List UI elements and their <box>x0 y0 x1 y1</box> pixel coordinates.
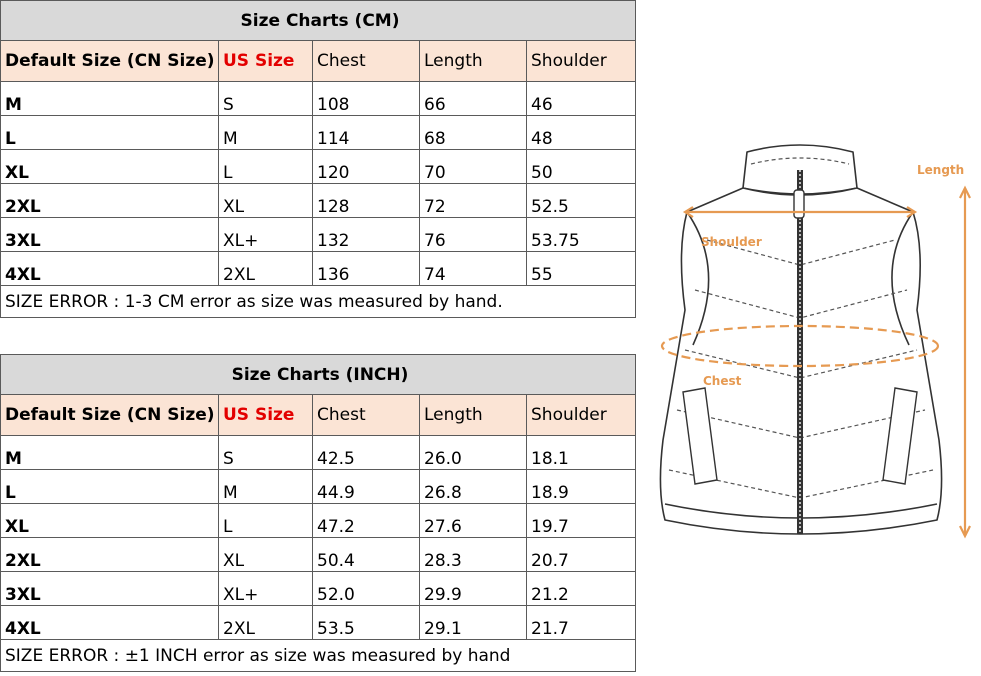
cn-size-cell: M <box>1 436 219 470</box>
chest-cell: 50.4 <box>313 538 420 572</box>
inch-header-chest: Chest <box>313 395 420 436</box>
table-row <box>1 116 636 150</box>
inch-chart-title: Size Charts (INCH) <box>1 355 636 395</box>
inch-title-row <box>1 355 636 395</box>
chest-cell: 132 <box>313 218 420 252</box>
chest-cell: 108 <box>313 82 420 116</box>
cn-size-cell: 4XL <box>1 252 219 286</box>
cn-size-cell: XL <box>1 504 219 538</box>
chest-cell: 136 <box>313 252 420 286</box>
shoulder-cell: 48 <box>527 116 636 150</box>
us-size-cell: S <box>219 436 313 470</box>
length-cell: 26.8 <box>420 470 527 504</box>
length-cell: 66 <box>420 82 527 116</box>
inch-header-shoulder: Shoulder <box>527 395 636 436</box>
length-cell: 70 <box>420 150 527 184</box>
shoulder-label: Shoulder <box>701 235 762 249</box>
shoulder-cell: 21.7 <box>527 606 636 640</box>
length-cell: 74 <box>420 252 527 286</box>
table-row <box>1 150 636 184</box>
length-cell: 76 <box>420 218 527 252</box>
chest-cell: 52.0 <box>313 572 420 606</box>
us-size-cell: 2XL <box>219 606 313 640</box>
inch-header-cn-size: Default Size (CN Size) <box>1 395 219 436</box>
shoulder-cell: 18.1 <box>527 436 636 470</box>
us-size-cell: S <box>219 82 313 116</box>
cm-chart-title: Size Charts (CM) <box>1 1 636 41</box>
shoulder-cell: 19.7 <box>527 504 636 538</box>
cm-header-row <box>1 41 636 82</box>
table-row <box>1 436 636 470</box>
chest-cell: 47.2 <box>313 504 420 538</box>
us-size-cell: L <box>219 150 313 184</box>
chest-cell: 42.5 <box>313 436 420 470</box>
cn-size-cell: XL <box>1 150 219 184</box>
cm-header-shoulder: Shoulder <box>527 41 636 82</box>
cn-size-cell: 2XL <box>1 184 219 218</box>
inch-size-error-note: SIZE ERROR : ±1 INCH error as size was measured by hand <box>1 640 636 672</box>
shoulder-cell: 52.5 <box>527 184 636 218</box>
cn-size-cell: 4XL <box>1 606 219 640</box>
table-row <box>1 538 636 572</box>
chest-cell: 114 <box>313 116 420 150</box>
shoulder-cell: 53.75 <box>527 218 636 252</box>
us-size-cell: XL+ <box>219 218 313 252</box>
shoulder-cell: 21.2 <box>527 572 636 606</box>
shoulder-cell: 46 <box>527 82 636 116</box>
length-cell: 68 <box>420 116 527 150</box>
length-cell: 26.0 <box>420 436 527 470</box>
cm-note-row <box>1 286 636 318</box>
length-cell: 29.1 <box>420 606 527 640</box>
length-cell: 28.3 <box>420 538 527 572</box>
inch-header-us-size: US Size <box>219 395 313 436</box>
length-cell: 27.6 <box>420 504 527 538</box>
inch-header-row <box>1 395 636 436</box>
chest-cell: 120 <box>313 150 420 184</box>
table-row <box>1 82 636 116</box>
shoulder-cell: 50 <box>527 150 636 184</box>
table-row <box>1 470 636 504</box>
us-size-cell: M <box>219 470 313 504</box>
us-size-cell: XL <box>219 538 313 572</box>
us-size-cell: XL <box>219 184 313 218</box>
chest-cell: 53.5 <box>313 606 420 640</box>
inch-header-length: Length <box>420 395 527 436</box>
us-size-cell: L <box>219 504 313 538</box>
cm-title-row <box>1 1 636 41</box>
cm-size-error-note: SIZE ERROR : 1-3 CM error as size was measured by hand. <box>1 286 636 318</box>
length-cell: 72 <box>420 184 527 218</box>
chest-label: Chest <box>703 374 742 388</box>
length-label: Length <box>917 163 965 177</box>
table-row <box>1 252 636 286</box>
cm-header-cn-size: Default Size (CN Size) <box>1 41 219 82</box>
cn-size-cell: M <box>1 82 219 116</box>
cm-header-chest: Chest <box>313 41 420 82</box>
vest-measurement-diagram <box>655 140 975 545</box>
cn-size-cell: 3XL <box>1 572 219 606</box>
us-size-cell: XL+ <box>219 572 313 606</box>
us-size-cell: 2XL <box>219 252 313 286</box>
table-row <box>1 218 636 252</box>
table-row <box>1 572 636 606</box>
cm-header-length: Length <box>420 41 527 82</box>
chest-cell: 128 <box>313 184 420 218</box>
table-row <box>1 606 636 640</box>
cn-size-cell: L <box>1 470 219 504</box>
cm-header-us-size: US Size <box>219 41 313 82</box>
cn-size-cell: 2XL <box>1 538 219 572</box>
inch-note-row <box>1 640 636 672</box>
table-row <box>1 504 636 538</box>
shoulder-cell: 55 <box>527 252 636 286</box>
us-size-cell: M <box>219 116 313 150</box>
length-cell: 29.9 <box>420 572 527 606</box>
table-row <box>1 184 636 218</box>
cn-size-cell: L <box>1 116 219 150</box>
chest-cell: 44.9 <box>313 470 420 504</box>
shoulder-cell: 18.9 <box>527 470 636 504</box>
cn-size-cell: 3XL <box>1 218 219 252</box>
cm-size-chart <box>0 0 636 318</box>
inch-size-chart <box>0 354 636 672</box>
shoulder-cell: 20.7 <box>527 538 636 572</box>
